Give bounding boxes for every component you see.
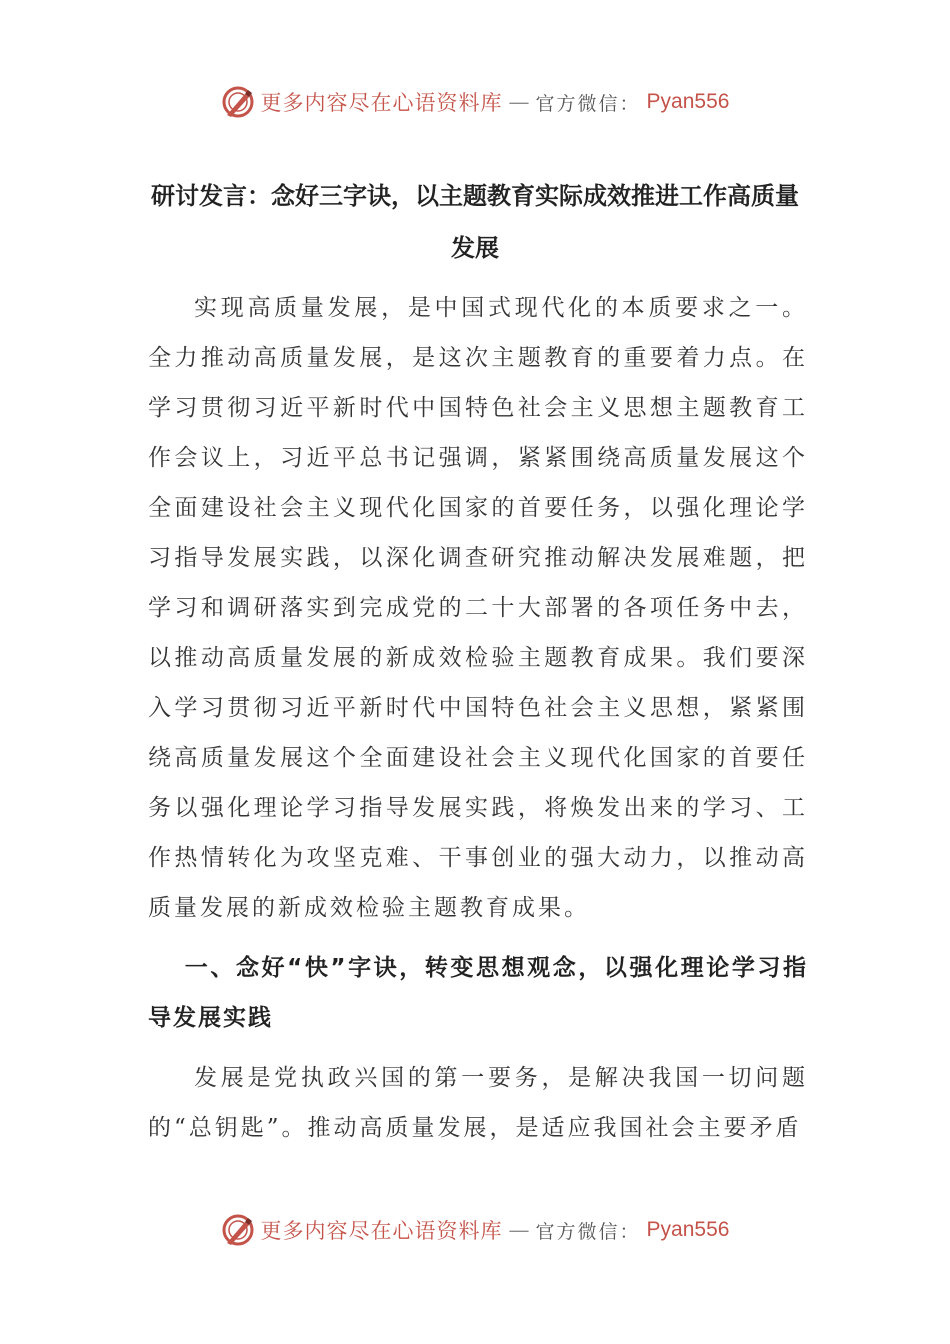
footer-banner: [0, 1210, 950, 1250]
body-paragraph: 实现高质量发展，是中国式现代化的本质要求之一。全力推动高质量发展，是这次主题教育的重要着力点。在学习贯彻习近平新时代中国特色社会主义思想主题教育工作会议上，习近平总书记强调，紧紧围绕高质量发展这个全面建设社会主义现代化国家的首要任务，以强化理论学习指导发展实践，以深化调查研究推动解决发展难题，把学习和调研落实到完成党的二十大部署的各项任务中去，以推动高质量发展的新成效检验主题教育成果。我们要深入学习贯彻习近平新时代中国特色社会主义思想，紧紧围绕高质量发展这个全面建设社会主义现代化国家的首要任务以强化理论学习指导发展实践，将焕发出来的学习、工作热情转化为攻坚克难、干事创业的强大动力，以推动高质量发展的新成效检验主题教育成果。: [148, 295, 808, 921]
banner-brand-text: 更多内容尽在心语资料库: [260, 91, 503, 115]
banner-separator: —: [508, 1218, 530, 1242]
section-heading: 一、念好“快”字诀，转变思想观念，以强化理论学习指导发展实践: [148, 955, 808, 1031]
header-banner: [0, 82, 950, 122]
pen-logo-icon: [221, 1213, 255, 1247]
banner-brand-text: 更多内容尽在心语资料库: [260, 1219, 503, 1243]
banner-separator: —: [508, 90, 530, 114]
banner-wechat-id: Pyan556: [646, 1218, 730, 1241]
banner-wechat-id: Pyan556: [646, 90, 730, 113]
pen-logo-icon: [221, 85, 255, 119]
banner-official-label: 官方微信：: [535, 1220, 641, 1243]
document-title: 研讨发言：念好三字诀，以主题教育实际成效推进工作高质量发展: [151, 182, 799, 262]
section-paragraph: 发展是党执政兴国的第一要务，是解决我国一切问题的“总钥匙”。推动高质量发展，是适应我国社会主要矛盾: [148, 1065, 808, 1141]
banner-official-label: 官方微信：: [535, 92, 641, 115]
